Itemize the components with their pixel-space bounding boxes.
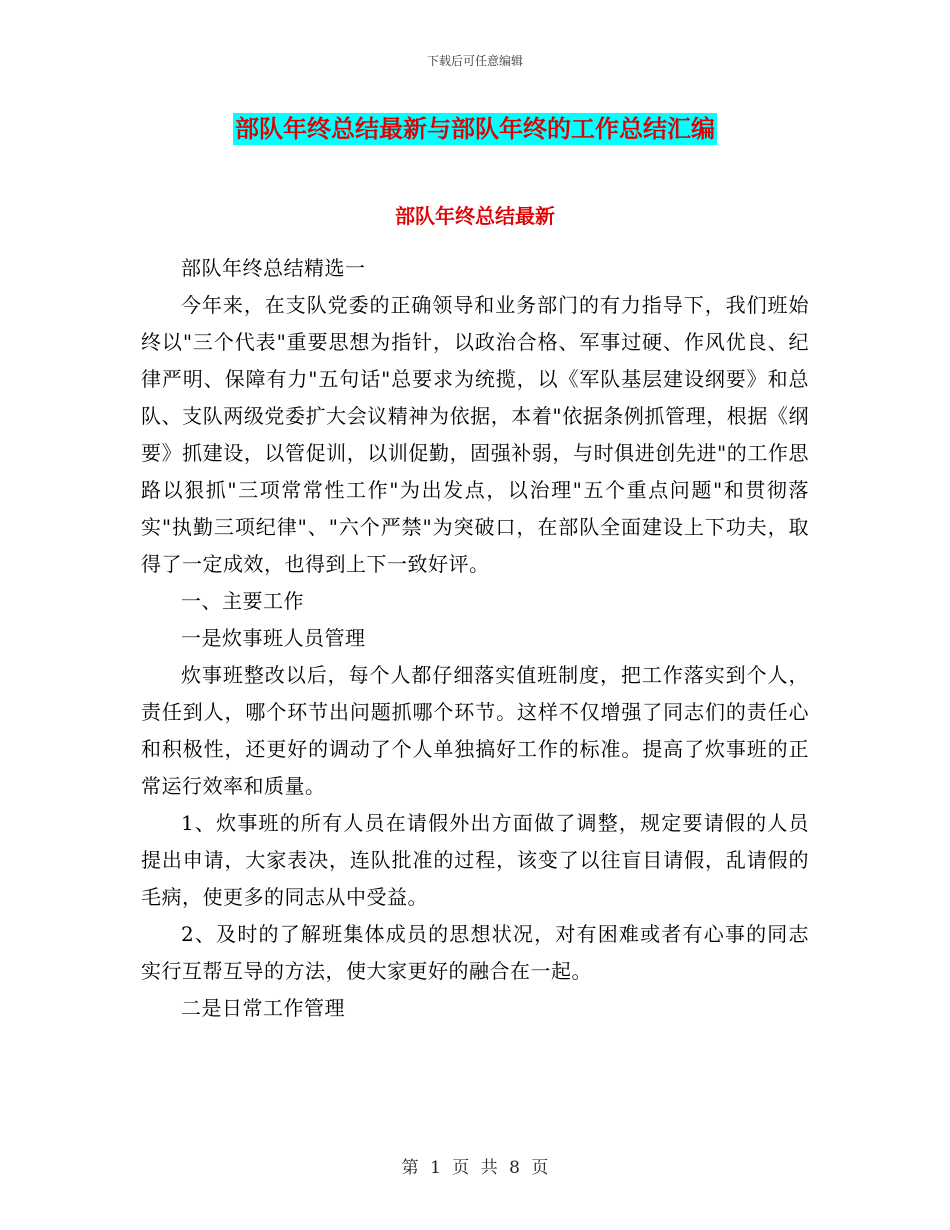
body-paragraph: 今年来，在支队党委的正确领导和业务部门的有力指导下，我们班始终以"三个代表"重要思想为指针，以政治合格、军事过硬、作风优良、纪律严明、保障有力"五句话"总要求为统揽，以《军队基层建设纲要》和总队、支队两级党委扩大会议精神为依据，本着"依据条例抓管理，根据《纲要》抓建设，以管促训，以训促勤，固强补弱，与时俱进创先进"的工作思路以狠抓"三项常常性工作"为出发点，以治理"五个重点问题"和贯彻落实"执勤三项纪律"、"六个严禁"为突破口，在部队全面建设上下功夫，取得了一定成效，也得到上下一致好评。 — [141, 293, 809, 576]
body-paragraph: 一是炊事班人员管理 — [181, 626, 366, 650]
body-paragraph: 炊事班整改以后，每个人都仔细落实值班制度，把工作落实到个人，责任到人，哪个环节出问题抓哪个环节。这样不仅增强了同志们的责任心和积极性，还更好的调动了个人单独搞好工作的标准。提高了炊事班的正常运行效率和质量。 — [141, 663, 809, 798]
body-paragraph: 二是日常工作管理 — [181, 996, 345, 1020]
header-note: 下载后可任意编辑 — [426, 54, 523, 68]
document-title — [0, 113, 950, 145]
body-paragraph: 部队年终总结精选一 — [181, 256, 366, 280]
body-paragraph: 1、炊事班的所有人员在请假外出方面做了调整，规定要请假的人员提出申请，大家表决，连队批准的过程，该变了以往盲目请假，乱请假的毛病，使更多的同志从中受益。 — [141, 811, 809, 909]
body-paragraph: 2、及时的了解班集体成员的思想状况，对有困难或者有心事的同志实行互帮互导的方法，使大家更好的融合在一起。 — [141, 922, 809, 983]
body-paragraph: 一、主要工作 — [181, 589, 304, 613]
document-body — [141, 250, 809, 1027]
document-title-text: 部队年终总结最新与部队年终的工作总结汇编 — [235, 115, 715, 143]
page-number: 第 1 页 共 8 页 — [401, 1158, 549, 1178]
section-title: 部队年终总结最新 — [395, 204, 555, 228]
